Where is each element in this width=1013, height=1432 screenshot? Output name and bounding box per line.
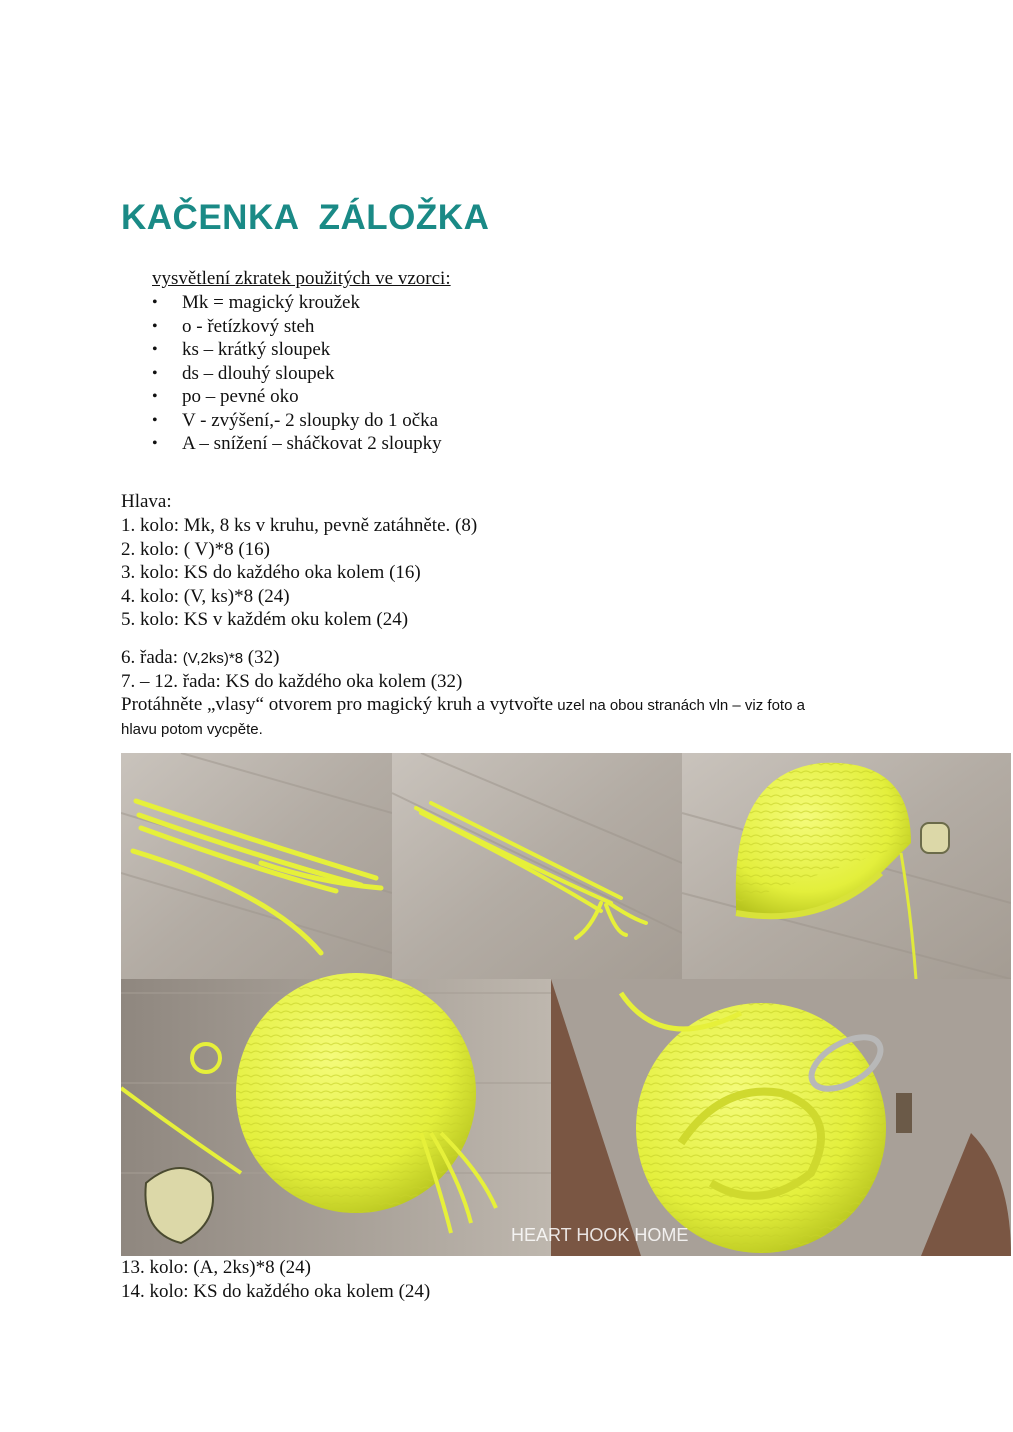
photo-panel-2 [392, 753, 682, 979]
list-item: • V - zvýšení,- 2 sloupky do 1 očka [152, 409, 442, 433]
pattern-row: 4. kolo: (V, ks)*8 (24) [121, 585, 290, 607]
row6-pattern: (V,2ks)*8 [182, 650, 244, 667]
photo-collage [121, 753, 1011, 1256]
page-title: KAČENKA ZÁLOŽKA [121, 198, 490, 237]
pattern-row: 3. kolo: KS do každého oka kolem (16) [121, 562, 421, 583]
list-item: • A – snížení – sháčkovat 2 sloupky [152, 432, 442, 456]
list-item: • o - řetízkový steh [152, 315, 442, 339]
photo-collage-image [121, 753, 1011, 1256]
note-serif: Protáhněte „vlasy“ otvorem pro magický kruh a vytvořte [121, 694, 554, 715]
instruction-note [121, 694, 805, 716]
photo-panel-1 [121, 753, 392, 979]
photo-panel-5 [551, 979, 1011, 1256]
pattern-row: 14. kolo: KS do každého oka kolem (24) [121, 1280, 431, 1302]
list-item: • po – pevné oko [152, 385, 442, 409]
instruction-note-cont: hlavu potom vycpěte. [121, 721, 263, 738]
watermark-text: HEART HOOK HOME [511, 1225, 689, 1245]
row6-suffix: (32) [243, 647, 280, 668]
photo-panel-3 [682, 753, 1011, 979]
list-item: • ds – dlouhý sloupek [152, 362, 442, 386]
pattern-row: 7. – 12. řada: KS do každého oka kolem (32) [121, 670, 463, 692]
pattern-row: 2. kolo: ( V)*8 (16) [121, 538, 270, 560]
list-item: • ks – krátký sloupek [152, 338, 442, 362]
row6-prefix: 6. řada: [121, 647, 183, 668]
list-item: • Mk = magický kroužek [152, 291, 442, 315]
abbreviations-list [152, 291, 442, 456]
photo-panel-4 [121, 973, 551, 1256]
pattern-row: 13. kolo: (A, 2ks)*8 (24) [121, 1257, 311, 1278]
abbreviations-heading: vysvětlení zkratek použitých ve vzorci: [152, 268, 451, 289]
section-heading-head: Hlava: [121, 491, 172, 512]
pattern-row: 5. kolo: KS v každém oku kolem (24) [121, 609, 409, 630]
note-sans: uzel na obou stranách vln – viz foto a [553, 697, 805, 714]
pattern-row-6 [121, 647, 279, 669]
pattern-row: 1. kolo: Mk, 8 ks v kruhu, pevně zatáhněte. (8) [121, 515, 478, 536]
